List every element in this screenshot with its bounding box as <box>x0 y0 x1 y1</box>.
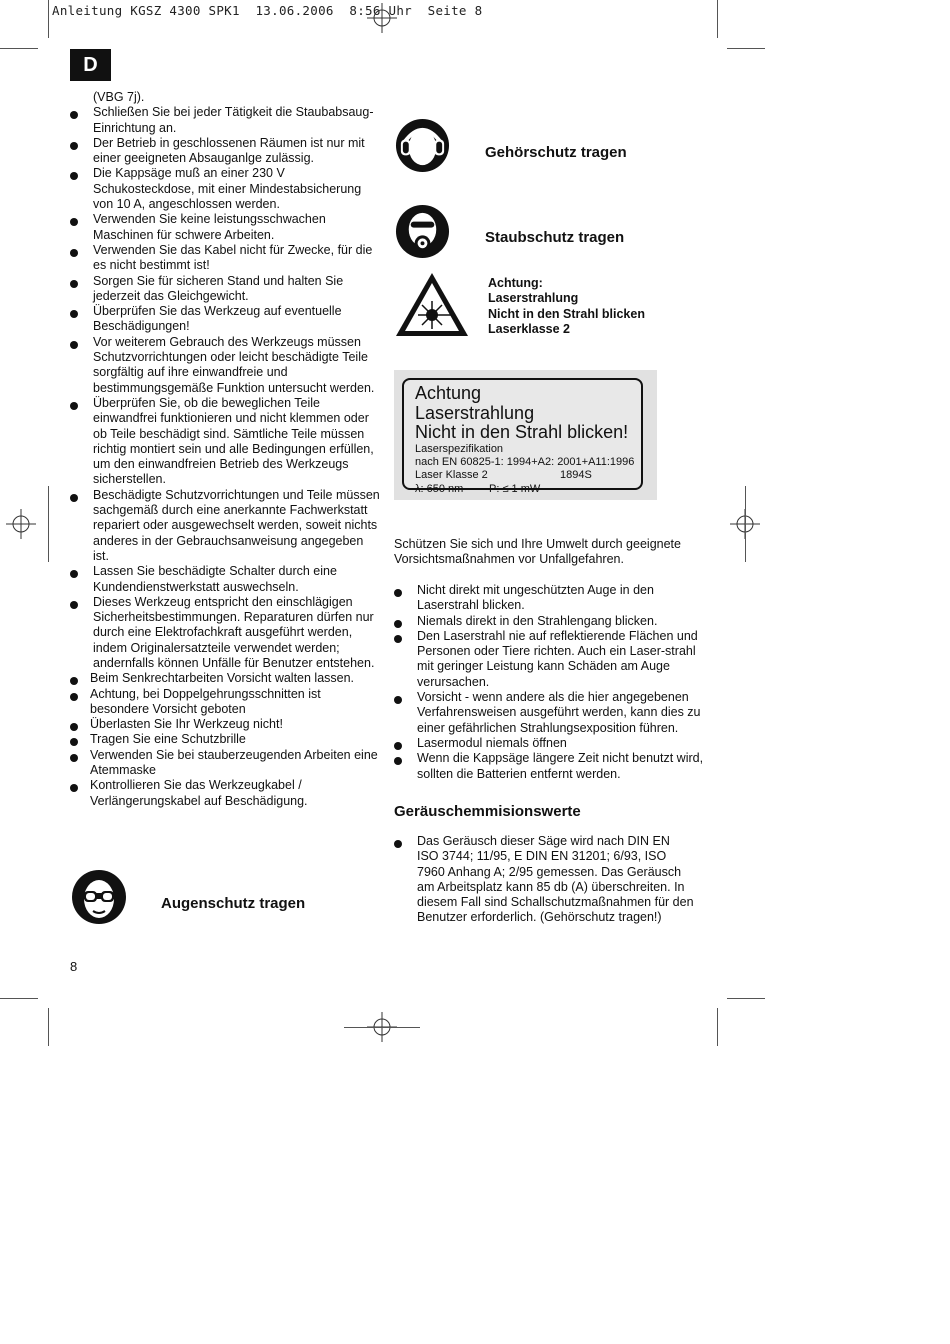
list-item: Das Geräusch dieser Säge wird nach DIN EN ISO 3744; 11/95, E DIN EN 31201; 6/93, ISO 7960 Anhang A; 2/95 gemessen. Das Geräusch am Arbeitsplatz kann 85 db (A) überschreiten. In diesem Fall sind Schallschutzmaßnahmen für den Benutzer erforderlich. (Gehörschutz tragen!) <box>394 834 694 926</box>
laser-intro: Schützen Sie sich und Ihre Umwelt durch geeignete Vorsichtsmaßnahmen vor Unfallgefahren. <box>394 537 681 567</box>
crop-mark <box>727 48 765 49</box>
ear-protection-label: Gehörschutz tragen <box>485 144 627 161</box>
laser-warning-icon <box>394 271 470 338</box>
continued-text: (VBG 7j). <box>93 90 145 104</box>
list-item: Vor weiterem Gebrauch des Werkzeugs müssen Schutzvorrichtungen oder leicht beschädigte Teile sorgfältig auf ihre einwandfreie und bestimmungsgemäße Funktion untersucht werden. <box>70 335 380 396</box>
list-item: Beschädigte Schutzvorrichtungen und Teile müssen sachgemäß durch eine anerkannte Fachwerkstatt repariert oder ausgewechselt werden, soweit nichts anderes in der Gebrauchsanweisung angegeben ist. <box>70 488 380 564</box>
list-item: Tragen Sie eine Schutzbrille <box>70 732 380 747</box>
list-item: Achtung, bei Doppelgehrungsschnitten ist besondere Vorsicht geboten <box>70 687 380 718</box>
laser-spec-norm: nach EN 60825-1: 1994+A2: 2001+A11:1996 <box>415 455 635 468</box>
crop-mark <box>0 998 38 999</box>
registration-mark-top <box>367 3 397 33</box>
crop-mark <box>745 486 746 562</box>
laser-spec-wavelength: λ: 650 nm <box>415 482 464 495</box>
list-item: Niemals direkt in den Strahlengang blicken. <box>394 614 704 629</box>
registration-mark-left <box>6 509 36 539</box>
dust-protection-label: Staubschutz tragen <box>485 229 625 246</box>
laser-spec-class: Laser Klasse 2 <box>415 469 488 482</box>
left-column <box>70 90 380 809</box>
respirator-icon <box>395 204 450 259</box>
crop-mark <box>727 998 765 999</box>
laser-spec-class-row <box>415 469 641 482</box>
safety-list <box>70 105 380 671</box>
list-item: Lasermodul niemals öffnen <box>394 736 704 751</box>
list-item: Verwenden Sie bei stauberzeugenden Arbeiten eine Atemmaske <box>70 748 380 779</box>
crop-mark <box>48 1008 49 1046</box>
crop-mark <box>344 1027 420 1028</box>
list-item: Nicht direkt mit ungeschützten Auge in den Laserstrahl blicken. <box>394 583 704 614</box>
list-item: Die Kappsäge muß an einer 230 V Schukosteckdose, mit einer Mindestabsicherung von 10 A, angeschlossen werden. <box>70 166 380 212</box>
list-item: Wenn die Kappsäge längere Zeit nicht benutzt wird, sollten die Batterien entfernt werden. <box>394 751 704 782</box>
list-item: Verwenden Sie das Kabel nicht für Zwecke, für die es nicht bestimmt ist! <box>70 243 380 274</box>
laser-label <box>402 378 643 495</box>
crop-mark <box>48 0 49 38</box>
crop-mark <box>0 48 38 49</box>
list-item: Vorsicht - wenn andere als die hier angegebenen Verfahrensweisen ausgeführt werden, kann dies zu einer gefährlichen Strahlungsexposition führen. <box>394 690 704 736</box>
list-item: Verwenden Sie keine leistungsschwachen Maschinen für schwere Arbeiten. <box>70 212 380 243</box>
laser-safety-list <box>394 583 704 782</box>
eye-protection-label: Augenschutz tragen <box>161 895 306 912</box>
list-item: Beim Senkrechtarbeiten Vorsicht walten lassen. <box>70 671 380 686</box>
list-item: Überprüfen Sie das Werkzeug auf eventuelle Beschädigungen! <box>70 304 380 335</box>
list-item: Schließen Sie bei jeder Tätigkeit die Staubabsaug-Einrichtung an. <box>70 105 380 136</box>
list-item: Dieses Werkzeug entspricht den einschlägigen Sicherheitsbestimmungen. Reparaturen dürfen nur durch eine Elektrofachkraft ausgeführt werden, indem Originalersatzteile verwendet werden; andernfalls können Unfälle für Benutzer entstehen. <box>70 595 380 671</box>
list-item: Der Betrieb in geschlossenen Räumen ist nur mit einer geeigneten Absauganlge zulässig. <box>70 136 380 167</box>
crop-mark <box>717 0 718 38</box>
goggles-icon <box>71 869 127 925</box>
noise-container <box>394 834 694 926</box>
noise-list <box>394 834 694 926</box>
list-item: Den Laserstrahl nie auf reflektierende Flächen und Personen oder Tiere richten. Auch ein Laser-strahl mit geringer Leistung kann Schäden am Auge verursachen. <box>394 629 704 690</box>
laser-warning-text <box>488 276 645 337</box>
laser-spec-title: Laserspezifikation <box>415 442 504 455</box>
list-item: Überlasten Sie Ihr Werkzeug nicht! <box>70 717 380 732</box>
list-item: Sorgen Sie für sicheren Stand und halten Sie jederzeit das Gleichgewicht. <box>70 274 380 305</box>
laser-warning-line: Laserstrahlung <box>488 291 579 306</box>
print-header: Anleitung KGSZ 4300 SPK1 13.06.2006 8:56 Uhr Seite 8 <box>52 3 483 18</box>
list-item: Überprüfen Sie, ob die beweglichen Teile einwandfrei funktionieren und nicht klemmen oder ob Teile beschädigt sind. Sämtliche Teile müssen richtig montiert sein und alle Bedingungen erfüllen, um den einwandfreien Betrieb des Werkzeugs sicherstellen. <box>70 396 380 488</box>
noise-section-title: Geräuschemmisionswerte <box>394 803 581 820</box>
ear-protection-icon <box>395 118 450 173</box>
laser-spec-code: 1894S <box>560 469 592 482</box>
laser-label-title: Achtung <box>415 383 482 403</box>
list-item: Lassen Sie beschädigte Schalter durch eine Kundendienstwerkstatt auswechseln. <box>70 564 380 595</box>
laser-warning-line: Achtung: <box>488 276 543 290</box>
laser-spec-power: P: ≤ 1 mW <box>489 482 541 495</box>
language-badge: D <box>70 49 111 81</box>
laser-warning-line: Nicht in den Strahl blicken <box>488 306 645 321</box>
crop-mark <box>48 486 49 562</box>
crop-mark <box>717 1008 718 1046</box>
laser-label-warning: Nicht in den Strahl blicken! <box>415 422 629 442</box>
safety-list-short <box>70 671 380 809</box>
laser-label-subtitle: Laserstrahlung <box>415 402 535 423</box>
page-number: 8 <box>70 959 78 974</box>
laser-spec-power-row <box>415 483 641 496</box>
list-item: Kontrollieren Sie das Werkzeugkabel / Verlängerungskabel auf Beschädigung. <box>70 778 380 809</box>
laser-warning-line: Laserklasse 2 <box>488 321 571 336</box>
laser-list-container <box>394 583 704 782</box>
laser-label-panel <box>394 370 657 500</box>
